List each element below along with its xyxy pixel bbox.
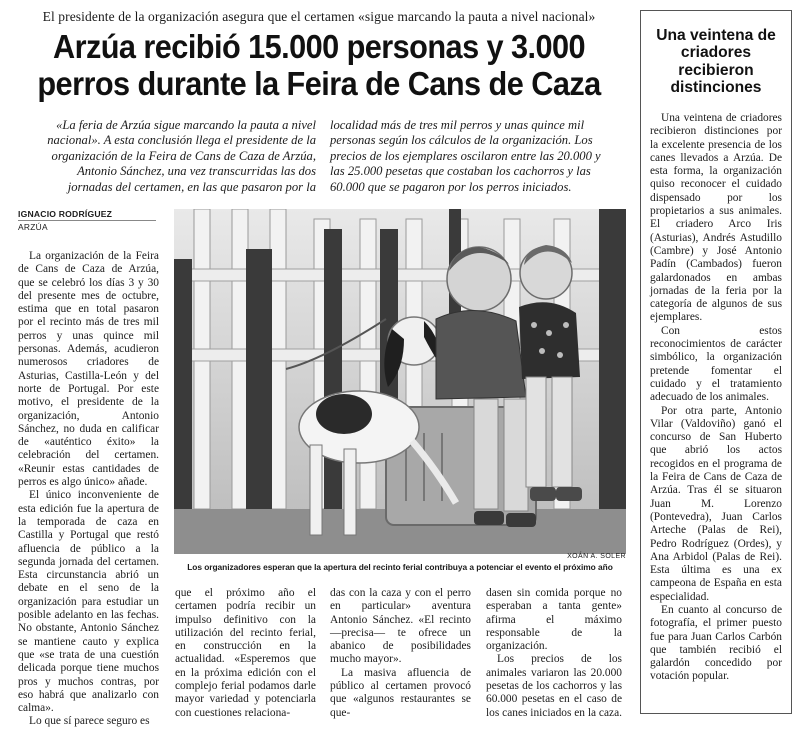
body-paragraph: que el próximo año el certamen podría recibir un impulso definitivo con la utilización del recinto ferial, en construcción en la actualidad. «Esperemos que en la próxima edición con el complejo ferial podamos darle mayor variedad y potenciarla con cuestiones relaciona- [175, 587, 316, 719]
body-column-1 [18, 250, 159, 729]
sidebar-text [650, 112, 782, 684]
sidebar-title: Una veintena de criadores recibieron distinciones [656, 27, 776, 96]
byline [18, 209, 156, 232]
body-paragraph: El único inconveniente de esta edición fue la apertura de la temporada de caza en Castilla y Portugal que restó afluencia de público a la segunda jornada del certamen. Esta circunstancia abrió un debate en el seno de la organización para estudiar un posible adelanto en las fechas. No obstante, Antonio Sánchez se mantiene cauto y explica que «se trata de una cuestión delicada porque tiene muchos pros y muchos contras, por eso habrá que analizarlo con calma». [18, 489, 159, 715]
body-column-3 [330, 587, 471, 720]
sidebar-paragraph: En cuanto al concurso de fotografía, el primer puesto fue para Juan Carlos Carbón que también recibió el galardón concedido por votación popular. [650, 603, 782, 683]
photo-credit: XOÁN A. SOLER [567, 553, 626, 560]
body-column-2 [175, 587, 316, 720]
body-paragraph: La masiva afluencia de público al certamen provocó que «algunos restaurantes se que- [330, 666, 471, 719]
body-paragraph: das con la caza y con el perro en particular» aventura Antonio Sánchez. «El recinto —precisa— te ofrece un abanico de posibilidades mucho mayor». [330, 587, 471, 666]
byline-author: IGNACIO RODRÍGUEZ [18, 209, 156, 221]
article-lead-part-1: «La feria de Arzúa sigue marcando la pauta a nivel nacional». A esta conclusión llega el presidente de la organización de la Feira de Cans de Caza de Arzúa, Antonio Sánchez, una vez transcurridas las dos jornadas del certamen, en las que pasaron por la [47, 118, 316, 194]
byline-location: ARZÚA [18, 222, 48, 232]
body-paragraph: Lo que sí parece seguro es [29, 715, 150, 728]
body-paragraph: dasen sin comida porque no esperaban a tanta gente» afirma el máximo responsable de la organización. [486, 587, 622, 653]
sidebar-paragraph: Con estos reconocimientos de carácter simbólico, la organización pretende fomentar el cuidado y el tratamiento adecuado de los animales. [650, 324, 782, 404]
body-paragraph: Los precios de los animales variaron las 20.000 pesetas de los cachorros y las 60.000 pesetas en el caso de los canes iniciados en la caza. [486, 653, 622, 719]
sidebar-paragraph: Por otra parte, Antonio Vilar (Valdoviño) ganó el concurso de San Huberto que abrió los actos recogidos en el programa de la Feira de Cans de Caza de Arzúa. Tras él se situaron Juan M. Lorenzo (Pontevedra), Juan Carlos Arteche (Palas de Rei), Pedro Rodríguez (Ordes), y Ana Arbidol (Palas de Rei). Esta última es una ex campeona de España en esta especialidad. [650, 404, 782, 603]
article-headline: Arzúa recibió 15.000 personas y 3.000 perros durante la Feira de Cans de Caza [37, 28, 601, 102]
body-paragraph: La organización de la Feira de Cans de Caza de Arzúa, que se celebró los días 3 y 30 del presente mes de octubre, estima que en total pasaron por el recinto más de tres mil perros y unas quince mil personas. Además, acudieron numerosos criadores de Asturias, Castilla-León y del norte de Portugal. Por este motivo, el presidente de la organización, Antonio Sánchez, no duda en calificar de «auténtico éxito» la celebración del certamen. «Reunir estas cantidades de perros es algo único» añade. [18, 250, 159, 489]
sidebar-paragraph: Una veintena de criadores recibieron distinciones por la excelente presencia de los canes llevados a Arzúa. De esta forma, la organización quiso reconocer el cuidado dispensado por los propietarios a sus animales. El criadero Arco Iris (Asturias), Andrés Astudillo (Cambre) y José Antonio Padín (Cambados) fueron galardonados en ambas jornadas de la feria por la categoría de algunos de sus ejemplares. [650, 112, 782, 324]
body-column-4 [486, 587, 622, 720]
photo-children-and-dog-illustration [174, 209, 626, 554]
article-lead-part-2: localidad más de tres mil perros y unas quince mil personas según los cálculos de la organización. Los precios de los ejemplares oscilaron entre las 20.000 y las 25.000 pesetas que costaban los cachorros y las 60.000 que se pagaron por los perros iniciados. [330, 118, 601, 194]
photo-caption: Los organizadores esperan que la apertura del recinto ferial contribuya a potenciar el evento el próximo año [187, 562, 613, 572]
article-photo [174, 209, 626, 554]
article-kicker: El presidente de la organización asegura que el certamen «sigue marcando la pauta a nivel nacional» [42, 9, 596, 24]
